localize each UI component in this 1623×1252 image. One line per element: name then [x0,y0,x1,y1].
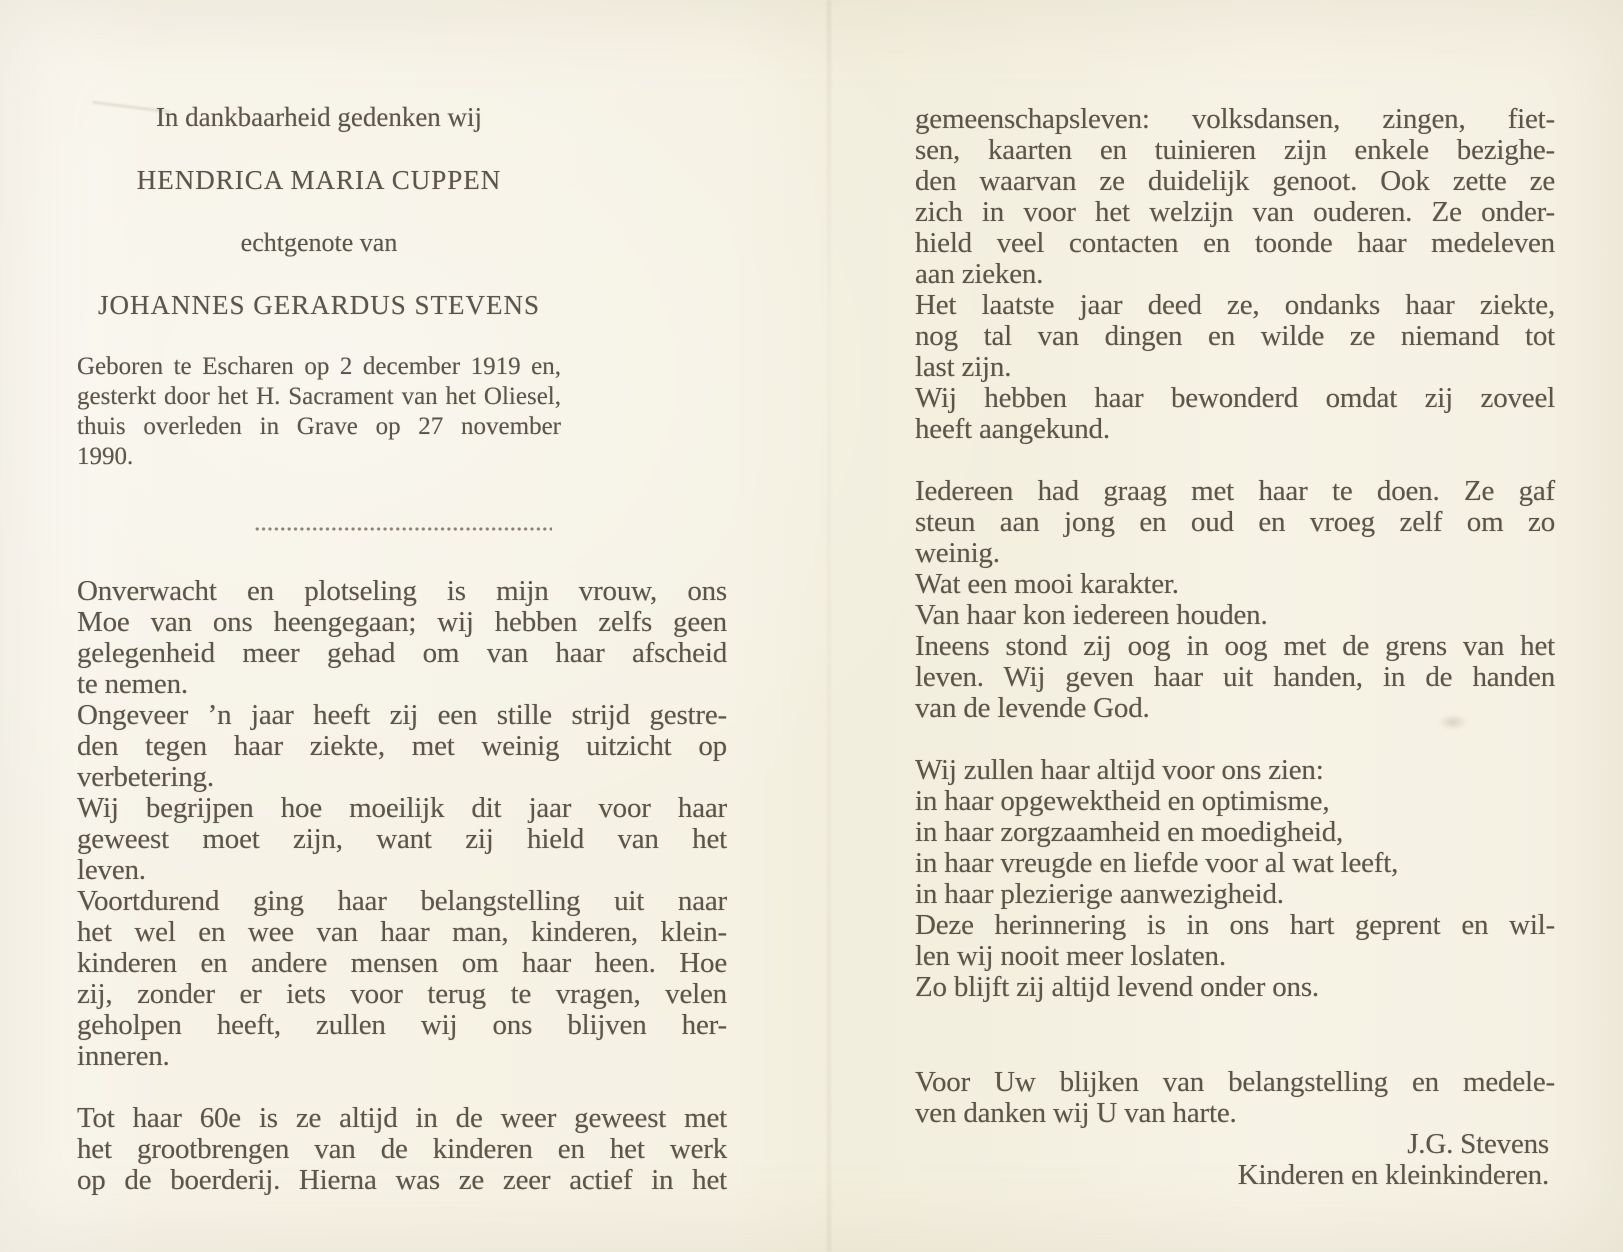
text-line: in haar vreugde en liefde voor al wat leeft, [915,847,1399,879]
text-line: Wij hebben haar bewonderd omdat zij zoveel [915,382,1555,414]
text-line: geholpen heeft, zullen wij ons blijven her- [77,1009,727,1041]
text-line: in haar plezierige aanwezigheid. [915,878,1284,910]
dedication-line: In dankbaarheid gedenken wij [155,102,483,132]
intro-block [77,100,561,472]
deceased-name: HENDRICA MARIA CUPPEN [136,165,502,195]
text-line: sen, kaarten en tuinieren zijn enkele bezighe- [915,134,1555,166]
text-line: te nemen. [77,668,188,700]
text-line: het wel en wee van haar man, kinderen, klein- [77,916,727,948]
text-line: Deze herinnering is in ons hart geprent en wil- [915,909,1555,941]
text-line: aan zieken. [915,258,1044,290]
text-line: den waarvan ze duidelijk genoot. Ook zette ze [915,165,1555,197]
text-line: in haar opgewektheid en optimisme, [915,785,1330,817]
text-line: Wij begrijpen hoe moeilijk dit jaar voor haar [77,792,727,824]
text-line: hield veel contacten en toonde haar medeleven [915,227,1555,259]
dotted-separator [254,527,552,531]
birth-death-paragraph [77,352,561,472]
text-line: Zo blijft zij altijd levend onder ons. [915,971,1319,1003]
text-line: Wat een mooi karakter. [915,568,1179,600]
text-line: inneren. [77,1040,170,1072]
text-line: J.G. Stevens [1407,1128,1549,1160]
center-fold-line [827,0,831,1252]
text-line: last zijn. [915,351,1012,383]
text-line: het grootbrengen van de kinderen en het werk [77,1133,727,1165]
text-line: 1990. [77,443,134,470]
relation-line: echtgenote van [240,228,398,257]
text-line: in haar zorgzaamheid en moedigheid, [915,816,1344,848]
text-line: heeft aangekund. [915,413,1110,445]
text-line: zij, zonder er iets voor terug te vragen, velen [77,978,727,1010]
text-line: Ineens stond zij oog in oog met de grens van het [915,630,1555,662]
text-line: steun aan jong en oud en vroeg zelf om zo [915,506,1555,538]
text-line: leven. Wij geven haar uit handen, in de handen [915,661,1555,693]
text-line: op de boerderij. Hierna was ze zeer actief in het [77,1164,727,1196]
text-line: Voortdurend ging haar belangstelling uit naar [77,885,727,917]
text-line: Het laatste jaar deed ze, ondanks haar ziekte, [915,289,1555,321]
text-line: geweest moet zijn, want zij hield van het [77,823,727,855]
text-line: Geboren te Escharen op 2 december 1919 en, [77,353,561,380]
text-line: Ongeveer ’n jaar heeft zij een stille strijd gestre- [77,699,727,731]
text-line: nog tal van dingen en wilde ze niemand tot [915,320,1555,352]
text-line: Tot haar 60e is ze altijd in de weer geweest met [77,1102,727,1134]
text-line: verbetering. [77,761,214,793]
text-line: Van haar kon iedereen houden. [915,599,1268,631]
text-line: Voor Uw blijken van belangstelling en medele- [915,1066,1555,1098]
right-body-text [915,104,1555,1191]
text-line: zich in voor het welzijn van ouderen. Ze onder- [915,196,1555,228]
text-line: gesterkt door het H. Sacrament van het Oliesel, [77,383,561,410]
spouse-name: JOHANNES GERARDUS STEVENS [97,290,541,320]
text-line: Iedereen had graag met haar te doen. Ze gaf [915,475,1555,507]
text-line: den tegen haar ziekte, met weinig uitzicht op [77,730,727,762]
text-line: leven. [77,854,146,886]
text-line: thuis overleden in Grave op 27 november [77,413,561,440]
text-line: gelegenheid meer gehad om van haar afscheid [77,637,727,669]
left-body-text [77,576,727,1196]
text-line: len wij nooit meer loslaten. [915,940,1226,972]
text-line: Wij zullen haar altijd voor ons zien: [915,754,1324,786]
text-line: van de levende God. [915,692,1150,724]
text-line: kinderen en andere mensen om haar heen. Hoe [77,947,727,979]
text-line: Onverwacht en plotseling is mijn vrouw, ons [77,575,727,607]
text-line: gemeenschapsleven: volksdansen, zingen, fiet- [915,103,1555,135]
text-line: Moe van ons heengegaan; wij hebben zelfs geen [77,606,727,638]
text-line: Kinderen en kleinkinderen. [1237,1159,1549,1191]
text-line: ven danken wij U van harte. [915,1097,1237,1129]
text-line: weinig. [915,537,1000,569]
